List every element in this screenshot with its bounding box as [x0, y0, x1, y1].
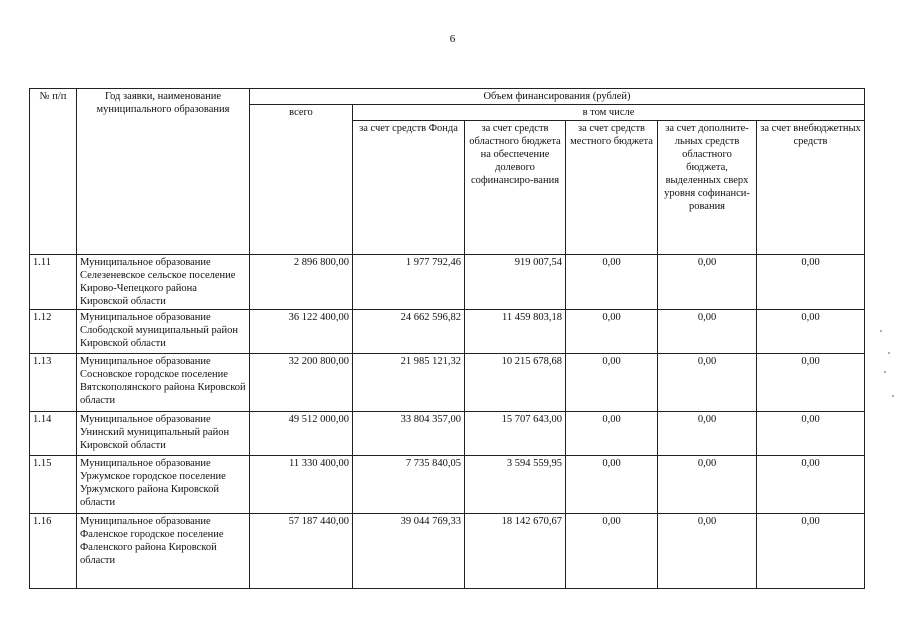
table-row: [30, 310, 865, 354]
header-name: Год заявки, наименование муниципального образования: [77, 89, 250, 255]
row-regional: 11 459 803,18: [465, 310, 566, 354]
header-num: № п/п: [30, 89, 77, 255]
row-extrabudget: 0,00: [757, 354, 865, 412]
row-total: 11 330 400,00: [250, 456, 353, 514]
row-local: 0,00: [566, 255, 658, 310]
header-funding: Объем финансирования (рублей): [250, 89, 865, 105]
row-additional: 0,00: [658, 255, 757, 310]
row-local: 0,00: [566, 354, 658, 412]
scan-speck: [892, 395, 894, 397]
row-name: Муниципальное образование Селезеневское сельское поселение Кирово-Чепецкого района Кировской области: [77, 255, 250, 310]
row-additional: 0,00: [658, 514, 757, 589]
row-additional: 0,00: [658, 310, 757, 354]
row-num: 1.13: [30, 354, 77, 412]
table-row: [30, 456, 865, 514]
header-total: всего: [250, 105, 353, 255]
row-total: 32 200 800,00: [250, 354, 353, 412]
scan-speck: [884, 371, 886, 373]
row-num: 1.16: [30, 514, 77, 589]
row-num: 1.11: [30, 255, 77, 310]
row-total: 36 122 400,00: [250, 310, 353, 354]
row-total: 2 896 800,00: [250, 255, 353, 310]
header-fund: за счет средств Фонда: [353, 121, 465, 255]
row-local: 0,00: [566, 412, 658, 456]
row-num: 1.12: [30, 310, 77, 354]
row-local: 0,00: [566, 514, 658, 589]
scan-speck: [888, 352, 890, 354]
header-extrabudget: за счет внебюджетных средств: [757, 121, 865, 255]
funding-table: [29, 88, 865, 589]
row-regional: 919 007,54: [465, 255, 566, 310]
row-regional: 10 215 678,68: [465, 354, 566, 412]
row-name: Муниципальное образование Фаленское городское поселение Фаленского района Кировской области: [77, 514, 250, 589]
row-regional: 3 594 559,95: [465, 456, 566, 514]
table-body: [30, 255, 865, 589]
row-fund: 33 804 357,00: [353, 412, 465, 456]
row-regional: 18 142 670,67: [465, 514, 566, 589]
table-header: [30, 89, 865, 255]
row-name: Муниципальное образование Слободской муниципальный район Кировской области: [77, 310, 250, 354]
header-additional: за счет дополните-льных средств областного бюджета, выделенных сверх уровня софинанси-рования: [658, 121, 757, 255]
header-regional: за счет средств областного бюджета на обеспечение долевого софинансиро-вания: [465, 121, 566, 255]
row-additional: 0,00: [658, 412, 757, 456]
row-extrabudget: 0,00: [757, 310, 865, 354]
row-name: Муниципальное образование Уржумское городское поселение Уржумского района Кировской области: [77, 456, 250, 514]
row-total: 57 187 440,00: [250, 514, 353, 589]
row-fund: 7 735 840,05: [353, 456, 465, 514]
row-name: Муниципальное образование Сосновское городское поселение Вятскополянского района Кировской области: [77, 354, 250, 412]
row-total: 49 512 000,00: [250, 412, 353, 456]
row-name: Муниципальное образование Унинский муниципальный район Кировской области: [77, 412, 250, 456]
row-fund: 21 985 121,32: [353, 354, 465, 412]
table-row: [30, 255, 865, 310]
row-regional: 15 707 643,00: [465, 412, 566, 456]
row-fund: 24 662 596,82: [353, 310, 465, 354]
row-fund: 39 044 769,33: [353, 514, 465, 589]
row-extrabudget: 0,00: [757, 456, 865, 514]
row-fund: 1 977 792,46: [353, 255, 465, 310]
page-number: 6: [449, 33, 456, 45]
header-including: в том числе: [353, 105, 865, 121]
row-local: 0,00: [566, 456, 658, 514]
row-additional: 0,00: [658, 456, 757, 514]
row-extrabudget: 0,00: [757, 412, 865, 456]
row-additional: 0,00: [658, 354, 757, 412]
table-row: [30, 412, 865, 456]
table-row: [30, 354, 865, 412]
row-extrabudget: 0,00: [757, 255, 865, 310]
scan-speck: [880, 330, 882, 332]
row-extrabudget: 0,00: [757, 514, 865, 589]
row-num: 1.15: [30, 456, 77, 514]
row-local: 0,00: [566, 310, 658, 354]
header-local: за счет средств местного бюджета: [566, 121, 658, 255]
table-row: [30, 514, 865, 589]
row-num: 1.14: [30, 412, 77, 456]
